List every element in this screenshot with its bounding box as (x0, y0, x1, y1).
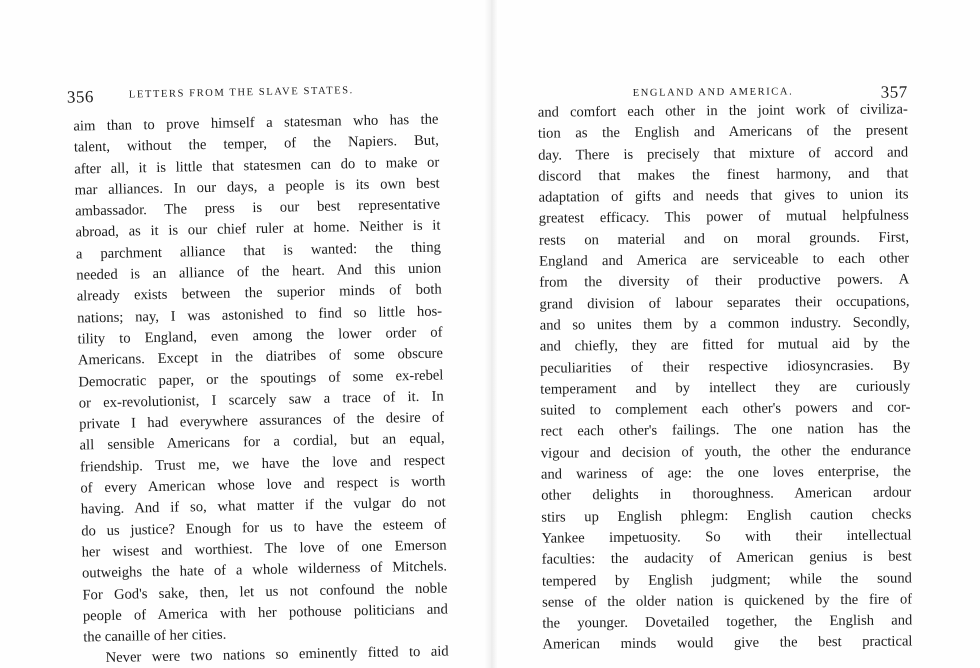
text-line: For God's sake, then, let us not confound the noble (82, 579, 448, 603)
text-line: Americans. Except in the diatribes of some obscure (77, 345, 444, 369)
left-body-text (73, 110, 449, 668)
text-line: mar alliances. In our days, a people is its own best (74, 175, 440, 199)
text-line: adaptation of gifts and needs that gives to union its (538, 186, 909, 206)
text-line: discord that makes the finest harmony, and that (538, 165, 909, 185)
text-line: grand division of labour separates their occupations, (539, 293, 910, 313)
text-line-paragraph-end: the canaille of her cities. (83, 626, 227, 646)
text-line: a parchment alliance that is wanted: the thing (75, 239, 442, 263)
text-line: vigour and decision of youth, the other the endurance (540, 442, 911, 462)
text-line: abroad, as it is our chief ruler at home. Neither is it (75, 217, 441, 242)
text-line: rect each other's failings. The one nation has the (540, 420, 911, 441)
right-page (487, 0, 980, 668)
text-line: from the diversity of their productive powers. A (539, 271, 910, 292)
text-line: greatest efficacy. This power of mutual helpfulness (538, 207, 909, 228)
text-line-paragraph-start: Never were two nations so eminently fitted to aid (105, 643, 449, 667)
text-line: and wariness of age: the one loves enterprise, the (540, 463, 912, 483)
text-line: sense of the older nation is quickened by the fire of (542, 591, 913, 611)
left-page-number: 356 (66, 87, 95, 107)
text-line: and chiefly, they are fitted for mutual aid by the (539, 335, 910, 355)
text-line: other delights in thoroughness. American ardour (541, 484, 912, 504)
text-line: stirs up English phlegm: English caution checks (541, 506, 912, 526)
text-line: people of America with her pothouse politicians and (82, 601, 448, 625)
left-running-head-title: LETTERS FROM THE SLAVE STATES. (128, 85, 354, 101)
text-line: temperament and by intellect they are curiously (540, 378, 911, 398)
text-line: day. There is precisely that mixture of accord and (538, 144, 909, 164)
text-line: tility to England, even among the lower order of (77, 324, 443, 348)
left-running-head (67, 81, 439, 110)
text-line: private I had everywhere assurances of the desire of (79, 409, 445, 433)
right-page-number: 357 (880, 82, 908, 102)
text-line: outweighs the hate of a whole wilderness of Mitchels. (81, 558, 448, 582)
text-line: the younger. Dovetailed together, the English and (542, 612, 913, 632)
text-line: nations; nay, I was astonished to find so little hos- (77, 303, 443, 327)
text-line: already exists between the superior minds of both (76, 281, 442, 305)
text-line: and so unites them by a common industry. Secondly, (539, 314, 910, 334)
text-line: do us justice? Enough for us to have the esteem of (81, 516, 447, 540)
text-line: aim than to prove himself a statesman who has the (73, 111, 439, 135)
text-line: or ex-revolutionist, I scarcely saw a trace of it. In (78, 388, 444, 412)
text-line: England and America are serviceable to each other (539, 250, 910, 270)
text-line: tion as the English and Americans of the present (537, 122, 909, 142)
text-line: Yankee impetuosity. So with their intellectual (541, 527, 912, 547)
text-line: American minds would give the best practical (542, 633, 913, 654)
text-line: having. And if so, what matter if the vulgar do not (80, 494, 446, 518)
text-line: tempered by English judgment; while the sound (541, 569, 912, 590)
text-line: friendship. Trust me, we have the love and respect (79, 452, 446, 476)
text-line: suited to complement each other's powers and cor- (540, 399, 911, 419)
text-line: after all, it is little that statesmen can do to make or (74, 154, 440, 178)
text-line: peculiarities of their respective idiosyncrasies. By (539, 356, 911, 377)
text-line: her wisest and worthiest. The love of one Emerson (81, 537, 447, 561)
right-body-text (538, 99, 913, 656)
text-line: all sensible Americans for a cordial, but an equal, (79, 430, 445, 454)
text-line: faculties: the audacity of American genius is best (541, 548, 912, 568)
text-line: Democratic paper, or the spoutings of some ex-rebel (78, 367, 444, 391)
text-line: rests on material and on moral grounds. First, (538, 229, 910, 249)
text-line: talent, without the temper, of the Napiers. But, (73, 132, 439, 156)
text-line: and comfort each other in the joint work of civiliza- (537, 101, 908, 121)
text-line: ambassador. The press is our best representative (74, 196, 441, 220)
text-line: of every American whose love and respect is worth (80, 473, 446, 497)
right-running-head-title: ENGLAND AND AMERICA. (632, 86, 794, 99)
text-line: needed is an alliance of the heart. And this union (76, 260, 442, 284)
